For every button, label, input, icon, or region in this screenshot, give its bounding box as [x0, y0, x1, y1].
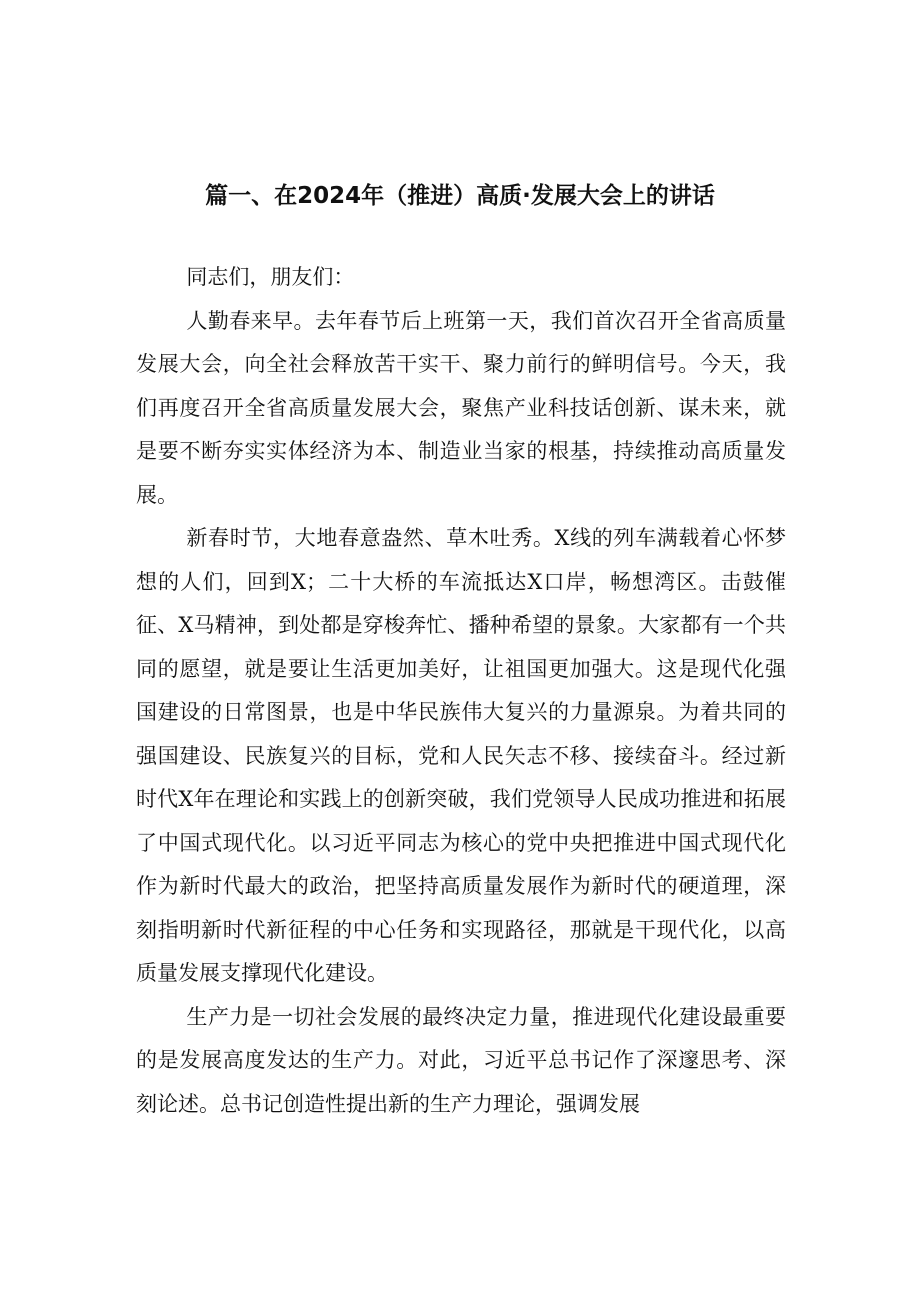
salutation: 同志们，朋友们： [186, 265, 355, 289]
paragraph-2: 新春时节，大地春意盎然、草木吐秀。X线的列车满载着心怀梦想的人们，回到X；二十大桥的车流抵达X口岸，畅想湾区。击鼓催征、X马精神，到处都是穿梭奔忙、播种希望的景象。大家都有一个共同的愿望，就是要让生活更加美好，让祖国更加强大。这是现代化强国建设的日常图景，也是中华民族伟大复兴的力量源泉。为着共同的强国建设、民族复兴的目标，党和人民矢志不移、接续奋斗。经过新时代X年在理论和实践上的创新突破，我们党领导人民成功推进和拓展了中国式现代化。以习近平同志为核心的党中央把推进中国式现代化作为新时代最大的政治，把坚持高质量发展作为新时代的硬道理，深刻指明新时代新征程的中心任务和实现路径，那就是干现代化，以高质量发展支撑现代化建设。 [136, 526, 786, 985]
paragraph-3: 生产力是一切社会发展的最终决定力量，推进现代化建设最重要的是发展高度发达的生产力。对此，习近平总书记作了深邃思考、深刻论述。总书记创造性提出新的生产力理论，强调发展 [136, 1004, 786, 1116]
document-body [136, 256, 786, 1126]
document-title: 篇一、在2024年（推进）高质·发展大会上的讲话 [205, 183, 715, 209]
paragraph-1: 人勤春来早。去年春节后上班第一天，我们首次召开全省高质量发展大会，向全社会释放苦干实干、聚力前行的鲜明信号。今天，我们再度召开全省高质量发展大会，聚焦产业科技话创新、谋未来，就是要不断夯实实体经济为本、制造业当家的根基，持续推动高质量发展。 [136, 308, 786, 507]
